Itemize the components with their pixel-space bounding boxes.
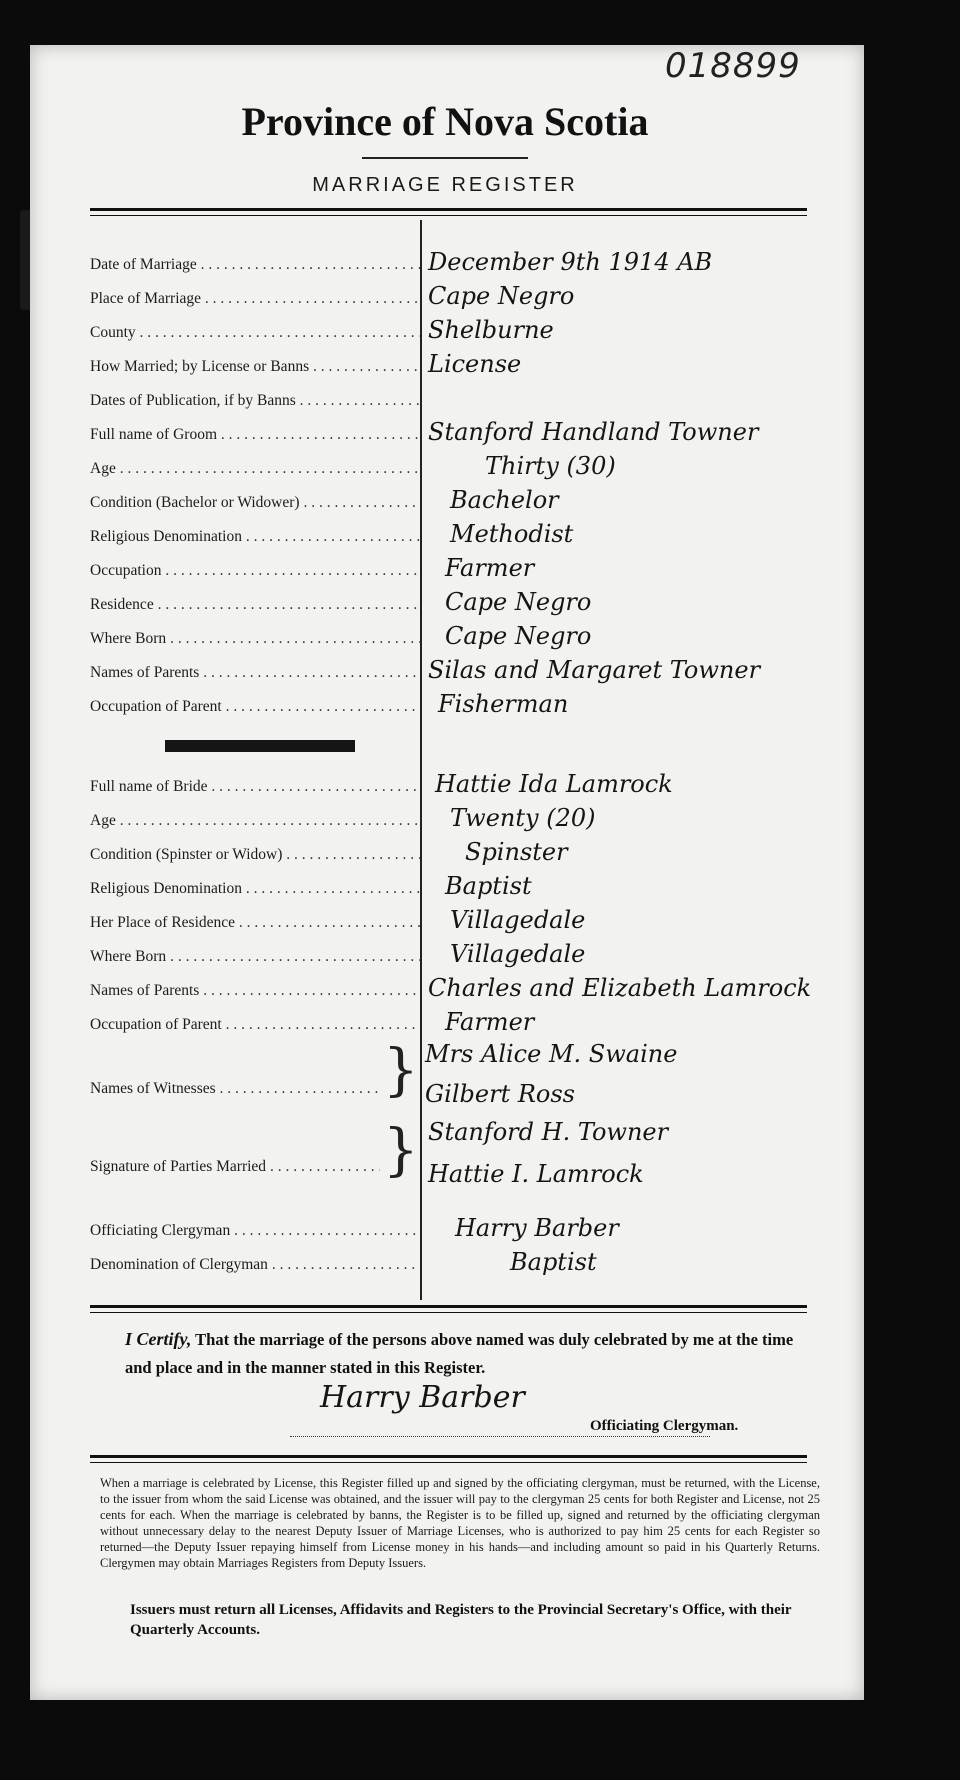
field-value: Cape Negro — [445, 622, 592, 650]
field-label: Where Born . . . — [90, 630, 420, 648]
certify-lead: I Certify, — [125, 1329, 192, 1349]
field-value: Bachelor — [450, 486, 559, 514]
field-groom-parent-occupation — [90, 690, 820, 724]
instructions-final: Issuers must return all Licenses, Affidavits and Registers to the Provincial Secretary's Office, with their Quarterly Accounts. — [130, 1602, 792, 1638]
field-label: Religious Denomination . . . — [90, 528, 420, 546]
field-groom-age — [90, 452, 820, 486]
field-value: Shelburne — [428, 316, 554, 344]
field-label: Place of Marriage . . . — [90, 290, 420, 308]
field-groom-occupation — [90, 554, 820, 588]
field-label: Age . . . — [90, 460, 420, 478]
field-label: Signature of Parties Married . . . — [90, 1158, 380, 1176]
field-value: Thirty (30) — [485, 452, 616, 480]
field-label: Date of Marriage . . . — [90, 256, 420, 274]
field-clergy-denomination — [90, 1248, 820, 1282]
field-groom-birthplace — [90, 622, 820, 656]
field-value: Farmer — [445, 554, 535, 582]
field-value: Stanford Handland Towner — [428, 418, 759, 446]
field-value: Spinster — [465, 838, 568, 866]
field-dates-of-publication — [90, 384, 820, 418]
field-value: Gilbert Ross — [425, 1080, 575, 1108]
witness-1 — [90, 1040, 820, 1074]
field-label: County . . . — [90, 324, 420, 342]
field-bride-condition — [90, 838, 820, 872]
field-date-of-marriage — [90, 248, 820, 282]
field-value: Hattie I. Lamrock — [428, 1160, 644, 1188]
field-groom-parents — [90, 656, 820, 690]
field-groom-name — [90, 418, 820, 452]
section-separator-bar — [165, 740, 355, 752]
field-label: Occupation of Parent . . . — [90, 698, 420, 716]
field-value: Baptist — [510, 1248, 597, 1276]
field-value: License — [428, 350, 522, 378]
field-label: Dates of Publication, if by Banns . . . — [90, 392, 420, 410]
field-value: Methodist — [450, 520, 574, 548]
field-label: Officiating Clergyman . . . — [90, 1222, 420, 1240]
field-label: Age . . . — [90, 812, 420, 830]
signature-caption: Officiating Clergyman. — [590, 1418, 739, 1434]
field-value: December 9th 1914 AB — [428, 248, 713, 276]
instructions-paragraph: When a marriage is celebrated by License, this Register filled up and signed by the officiating clergyman, must be returned, with the License, to the issuer from whom the said License was obtained, and the issuer will pay to the clergyman 25 cents for both Register and License, not 25 cents for each. When the marriage is celebrated by banns, the Register is to be filled up, signed and returned by the officiating clergyman without unnecessary delay to the nearest Deputy Issuer of Marriage Licenses, who is authorized to pay him 25 cents for each Register so returned—the Deputy Issuer repaying himself from License money in his hands—and including amount so paid in his Quarterly Returns. Clergymen may obtain Marriages Registers from Deputy Issuers. — [100, 1476, 820, 1570]
witness-2 — [90, 1080, 820, 1114]
field-label: Religious Denomination . . . — [90, 880, 420, 898]
field-label: Names of Parents . . . — [90, 664, 420, 682]
field-label: How Married; by License or Banns . . . — [90, 358, 420, 376]
lower-rule — [90, 1455, 807, 1463]
field-label: Her Place of Residence . . . — [90, 914, 420, 932]
party-bride-signature — [90, 1160, 820, 1194]
field-label: Occupation . . . — [90, 562, 420, 580]
page-title: Province of Nova Scotia — [241, 99, 649, 144]
field-bride-name — [90, 770, 820, 804]
field-bride-parents — [90, 974, 820, 1008]
parties-brace: } — [383, 1118, 419, 1183]
field-value: Hattie Ida Lamrock — [435, 770, 673, 798]
field-value: Villagedale — [450, 906, 586, 934]
field-value: Cape Negro — [445, 588, 592, 616]
field-label: Condition (Bachelor or Widower) . . . — [90, 494, 420, 512]
field-how-married — [90, 350, 820, 384]
field-groom-religion — [90, 520, 820, 554]
field-bride-age — [90, 804, 820, 838]
field-officiating-clergyman — [90, 1214, 820, 1248]
field-label: Condition (Spinster or Widow) . . . — [90, 846, 420, 864]
field-label: Occupation of Parent . . . — [90, 1016, 420, 1034]
field-label: Names of Parents . . . — [90, 982, 420, 1000]
field-value: Cape Negro — [428, 282, 575, 310]
party-groom-signature — [90, 1118, 820, 1152]
field-value: Harry Barber — [455, 1214, 619, 1242]
field-bride-religion — [90, 872, 820, 906]
field-value: Fisherman — [438, 690, 569, 718]
field-label: Denomination of Clergyman . . . — [90, 1256, 420, 1274]
page-subtitle: MARRIAGE REGISTER — [312, 174, 578, 196]
title-underline — [362, 157, 528, 159]
field-value: Twenty (20) — [450, 804, 596, 832]
field-label: Residence . . . — [90, 596, 420, 614]
witnesses-brace: } — [383, 1038, 419, 1103]
field-label: Where Born . . . — [90, 948, 420, 966]
field-bride-residence — [90, 906, 820, 940]
field-value: Villagedale — [450, 940, 586, 968]
field-groom-residence — [90, 588, 820, 622]
registration-number: 018899 — [665, 46, 801, 86]
field-place-of-marriage — [90, 282, 820, 316]
certify-text: That the marriage of the persons above named was duly celebrated by me at the time and place and in the manner stated in this Register. — [125, 1330, 794, 1377]
field-county — [90, 316, 820, 350]
field-label: Full name of Groom . . . — [90, 426, 420, 444]
middle-rule — [90, 1305, 807, 1313]
field-bride-birthplace — [90, 940, 820, 974]
field-value: Charles and Elizabeth Lamrock — [428, 974, 812, 1002]
field-value: Mrs Alice M. Swaine — [425, 1040, 678, 1068]
field-label: Full name of Bride . . . — [90, 778, 420, 796]
field-bride-parent-occupation — [90, 1008, 820, 1042]
field-value: Baptist — [445, 872, 532, 900]
field-groom-condition — [90, 486, 820, 520]
field-value: Stanford H. Towner — [428, 1118, 669, 1146]
certification-statement — [125, 1325, 815, 1382]
clergyman-signature: Harry Barber — [320, 1380, 525, 1415]
field-value: Silas and Margaret Towner — [428, 656, 761, 684]
field-value: Farmer — [445, 1008, 535, 1036]
top-rule — [90, 208, 807, 216]
field-label: Names of Witnesses . . . — [90, 1080, 380, 1098]
